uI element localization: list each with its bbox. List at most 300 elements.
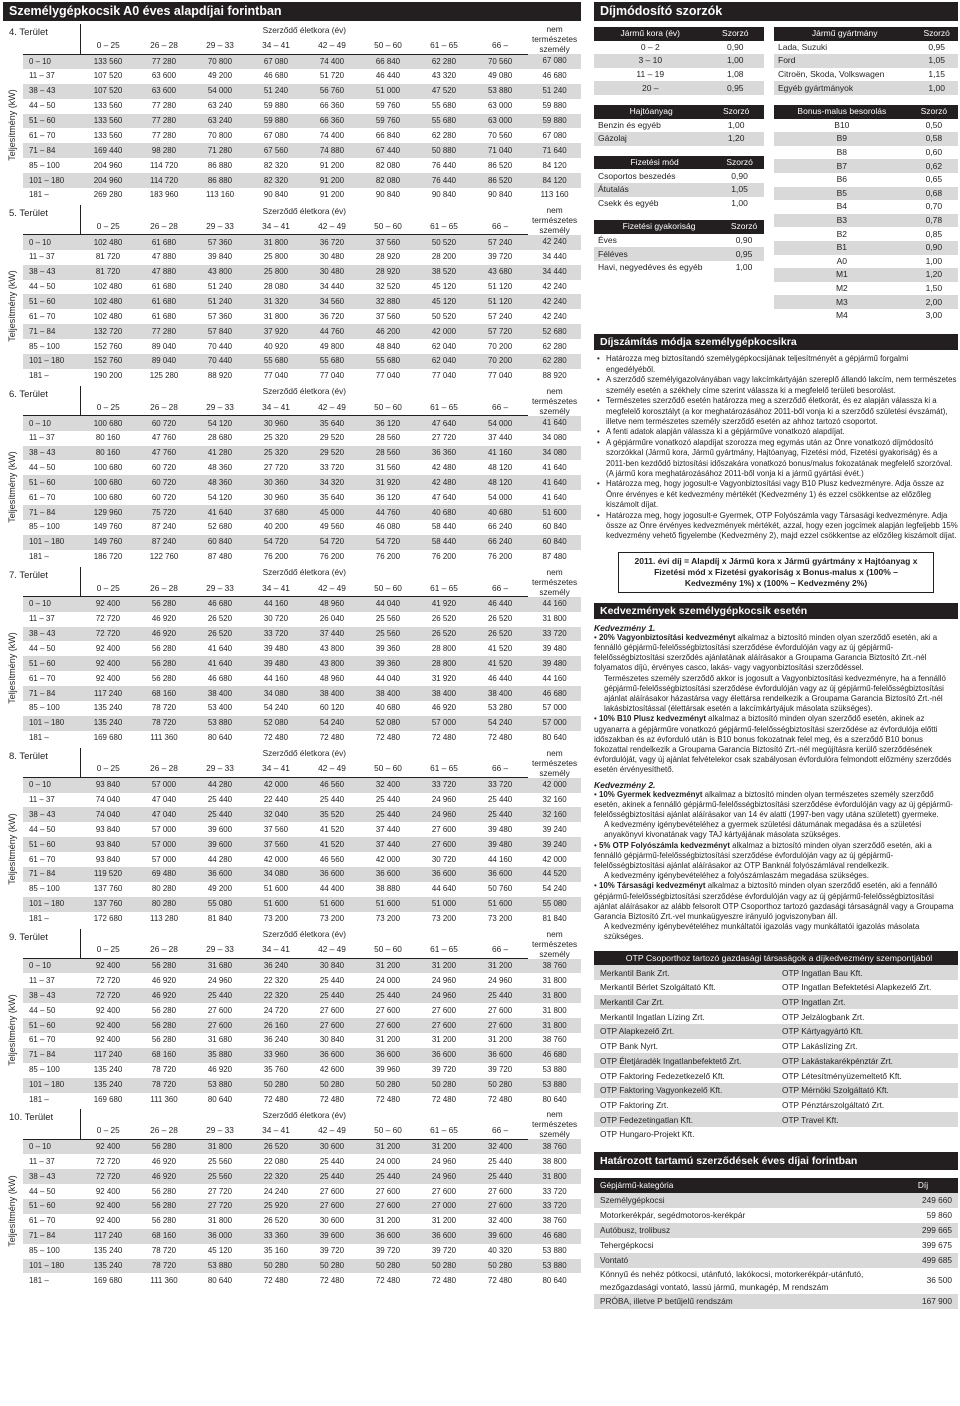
- table-row: [23, 369, 581, 384]
- fee-cell: 63 000: [472, 114, 528, 129]
- row-label: Ford: [774, 54, 915, 68]
- fee-cell: 28 920: [360, 265, 416, 280]
- table-row: [23, 84, 581, 99]
- fee-cell: 93 840: [80, 837, 136, 852]
- fee-cell: 78 720: [136, 1259, 192, 1274]
- nonperson-label-line: természetes: [532, 34, 578, 44]
- kw-range: 181 –: [23, 1273, 80, 1288]
- row-label: M1: [774, 268, 910, 282]
- fee-cell: 71 640: [528, 143, 581, 158]
- fee-cell: 31 800: [528, 1169, 581, 1184]
- table-row: [594, 1053, 958, 1068]
- fee-cell: 169 440: [80, 143, 136, 158]
- annual-fee: 249 660: [888, 1193, 958, 1208]
- fee-cell: 31 200: [472, 959, 528, 974]
- fee-cell: 51 600: [472, 897, 528, 912]
- fee-cell: 44 160: [528, 597, 581, 612]
- fee-cell: 63 240: [192, 99, 248, 114]
- vehicle-category: Vontató: [594, 1253, 888, 1268]
- fee-cell: 37 920: [248, 324, 304, 339]
- fee-cell: 39 720: [416, 1244, 472, 1259]
- fee-cell: 73 200: [248, 912, 304, 927]
- fee-cell: 92 400: [80, 1214, 136, 1229]
- age-band: 26 – 28: [136, 579, 192, 597]
- fee-cell: 46 680: [528, 686, 581, 701]
- fee-cell: 56 280: [136, 671, 192, 686]
- area-name: 10. Terület: [9, 1112, 54, 1124]
- fee-cell: 76 200: [416, 550, 472, 565]
- area-name: 4. Terület: [9, 27, 48, 38]
- table-row: [23, 731, 581, 746]
- fee-cell: 90 840: [416, 188, 472, 203]
- fee-cell: 52 680: [528, 324, 581, 339]
- multiplier-value: 0,95: [707, 81, 764, 95]
- fee-cell: 46 680: [192, 597, 248, 612]
- fee-cell: 72 720: [80, 973, 136, 988]
- multiplier-value: 1,20: [910, 268, 958, 282]
- fee-cell: 33 720: [248, 627, 304, 642]
- age-band: 61 – 65: [416, 217, 472, 235]
- fee-cell: 24 720: [248, 1003, 304, 1018]
- discount-b10-label: 10% B10 Plusz kedvezményt: [598, 714, 706, 724]
- fee-cell: 133 560: [80, 54, 136, 69]
- fee-cell: 27 600: [416, 837, 472, 852]
- fee-cell: 48 840: [360, 339, 416, 354]
- kw-range: 11 – 37: [23, 1154, 80, 1169]
- fee-cell: 70 560: [472, 128, 528, 143]
- fee-cell: 43 800: [304, 641, 360, 656]
- column-header: Szorzó: [708, 105, 764, 119]
- fee-cell: 56 280: [136, 656, 192, 671]
- fee-cell: 27 600: [304, 1018, 360, 1033]
- table-row: [23, 54, 581, 69]
- fee-cell: 32 400: [472, 1139, 528, 1154]
- row-label: Átutalás: [594, 183, 715, 197]
- fee-cell: 80 280: [136, 897, 192, 912]
- age-band: 42 – 49: [304, 579, 360, 597]
- fee-cell: 25 440: [304, 1154, 360, 1169]
- fee-cell: 59 880: [248, 99, 304, 114]
- row-label: B7: [774, 159, 910, 173]
- fee-cell: 28 080: [248, 280, 304, 295]
- fee-cell: 35 760: [248, 1063, 304, 1078]
- fee-cell: 57 720: [472, 324, 528, 339]
- fee-cell: 72 480: [304, 1273, 360, 1288]
- fee-cell: 45 120: [416, 294, 472, 309]
- age-band: 42 – 49: [304, 217, 360, 235]
- kw-axis-label: [3, 229, 21, 384]
- fee-cell: 36 600: [472, 1048, 528, 1063]
- table-row: [23, 1078, 581, 1093]
- fee-cell: 67 080: [248, 54, 304, 69]
- multiplier-col-left: [594, 27, 764, 322]
- fee-cell: 51 600: [304, 897, 360, 912]
- fee-cell: 71 280: [192, 143, 248, 158]
- fee-cell: 92 400: [80, 671, 136, 686]
- fee-cell: 39 600: [304, 1229, 360, 1244]
- fee-cell: 117 240: [80, 686, 136, 701]
- fee-cell: 87 240: [136, 520, 192, 535]
- fee-cell: 60 720: [136, 416, 192, 431]
- age-band: 29 – 33: [192, 1122, 248, 1140]
- fee-cell: 25 560: [360, 627, 416, 642]
- kw-range: 85 – 100: [23, 701, 80, 716]
- fee-cell: 31 560: [360, 460, 416, 475]
- fee-cell: 35 640: [304, 490, 360, 505]
- fee-cell: 53 880: [528, 1063, 581, 1078]
- fee-cell: 47 880: [136, 250, 192, 265]
- table-row: [23, 339, 581, 354]
- fee-cell: 93 840: [80, 852, 136, 867]
- vehicle-category: Autóbusz, trolibusz: [594, 1223, 888, 1238]
- otp-header: OTP Csoporthoz tartozó gazdasági társaságok a díjkedvezmény szempontjából: [594, 951, 958, 966]
- fee-cell: 92 400: [80, 1018, 136, 1033]
- fee-cell: 51 600: [528, 505, 581, 520]
- fee-cell: 57 240: [472, 235, 528, 250]
- fee-cell: 46 560: [304, 852, 360, 867]
- fee-cell: 61 680: [136, 280, 192, 295]
- kw-range: 61 – 70: [23, 128, 80, 143]
- fee-cell: 49 080: [472, 69, 528, 84]
- fee-cell: 88 920: [192, 369, 248, 384]
- fee-cell: 57 000: [136, 778, 192, 793]
- kw-range: 71 – 84: [23, 686, 80, 701]
- fee-cell: 92 400: [80, 641, 136, 656]
- fee-cell: 38 760: [528, 1214, 581, 1229]
- kw-range: 71 – 84: [23, 1229, 80, 1244]
- table-row: [23, 1199, 581, 1214]
- nonperson-label-line: természetes: [532, 1119, 578, 1130]
- age-band: 34 – 41: [248, 941, 304, 959]
- fee-cell: 53 880: [192, 716, 248, 731]
- calc-title: Díjszámítás módja személygépkocsikra: [594, 334, 958, 350]
- fee-cell: 48 960: [304, 671, 360, 686]
- table-row: [23, 294, 581, 309]
- fee-cell: 31 680: [192, 959, 248, 974]
- fee-cell: 39 480: [472, 837, 528, 852]
- table-row: [594, 1083, 958, 1098]
- fee-cell: 56 280: [136, 1214, 192, 1229]
- fee-cell: 66 240: [472, 535, 528, 550]
- row-label: M4: [774, 309, 910, 323]
- age-band: 66 –: [472, 579, 528, 597]
- multiplier-value: 1,08: [707, 68, 764, 82]
- table-row: [23, 324, 581, 339]
- fee-cell: 32 400: [472, 1214, 528, 1229]
- age-band: 34 – 41: [248, 760, 304, 778]
- fee-table: [23, 205, 581, 384]
- fee-cell: 47 040: [136, 793, 192, 808]
- table-row: [23, 490, 581, 505]
- fee-cell: 42 600: [304, 1063, 360, 1078]
- fee-cell: 41 640: [192, 505, 248, 520]
- fee-cell: 70 440: [192, 339, 248, 354]
- multiplier-value: 1,00: [708, 119, 764, 133]
- fee-cell: 125 280: [136, 369, 192, 384]
- fee-cell: 49 560: [304, 520, 360, 535]
- area-block: [3, 205, 581, 384]
- fee-cell: 27 720: [248, 460, 304, 475]
- fee-cell: 24 960: [472, 973, 528, 988]
- bonus-malus-table: [774, 105, 958, 323]
- fee-cell: 41 640: [528, 416, 581, 431]
- age-band: 42 – 49: [304, 1122, 360, 1140]
- fee-cell: 132 720: [80, 324, 136, 339]
- fee-cell: 27 600: [416, 1184, 472, 1199]
- nonperson-label-line: személy: [539, 1129, 570, 1140]
- table-row: [594, 197, 764, 211]
- kw-range: 0 – 10: [23, 235, 80, 250]
- table-row: [23, 1048, 581, 1063]
- table-row: [23, 1244, 581, 1259]
- discount-b10-text: alkalmaz a biztosító minden olyan szerződő esetén, akinek az ugyanarra a gépjárműre vonatkozó gépjármű-felelősségbiztosítási szerződése az évfordulója előtti időszakban és az évforduló után is B10 bonus fokozatnak felel meg, és a szerződő B10 bonus fokozattal rendelkezik a Groupama Garancia Biztosító Zrt.-nél megújításra kerülő szerződésének évfordulóját, vagy új ajánlat felvételekor csak szabályosan évfordulóra felmondott előzmény szerződés esetén érvényesíthető.: [594, 714, 952, 775]
- area-name: 7. Terület: [9, 569, 48, 581]
- discount-company-text: alkalmaz a biztosító minden olyan szerződő esetén, aki a fennálló gépjármű-felelősségbiztosítási szerződése évfordulóján vagy az új gépjármű-felelősségbiztosítási ajánlat aláírásakor az alább felsorolt OTP Csoporthoz tartozó gazdasági társaságnál vagy a Groupama Garancia Biztosító Zrt.-vel munkaügyeszre irányuló jogviszonyban áll.: [594, 881, 954, 922]
- table-row: [594, 261, 764, 275]
- kw-range: 71 – 84: [23, 505, 80, 520]
- fee-cell: 93 840: [80, 822, 136, 837]
- fee-cell: 62 040: [416, 339, 472, 354]
- table-row: [23, 1154, 581, 1169]
- fee-cell: 41 640: [528, 490, 581, 505]
- fee-cell: 31 800: [528, 612, 581, 627]
- fee-cell: 39 360: [360, 656, 416, 671]
- fee-cell: 111 360: [136, 1093, 192, 1108]
- fee-cell: 32 520: [360, 280, 416, 295]
- fee-cell: 36 120: [360, 490, 416, 505]
- fee-cell: 73 200: [472, 912, 528, 927]
- fee-cell: 55 680: [416, 114, 472, 129]
- fee-cell: 38 400: [416, 686, 472, 701]
- fee-cell: 37 440: [472, 431, 528, 446]
- age-band: 50 – 60: [360, 217, 416, 235]
- fee-cell: 38 760: [528, 1033, 581, 1048]
- fee-cell: 87 240: [136, 535, 192, 550]
- nonperson-label-line: nem: [546, 385, 563, 396]
- age-band: 34 – 41: [248, 398, 304, 416]
- fee-cell: 31 200: [360, 1139, 416, 1154]
- fee-cell: 133 560: [80, 114, 136, 129]
- fee-cell: 72 720: [80, 1154, 136, 1169]
- vehicle-category: Motorkerékpár, segédmotoros-kerékpár: [594, 1208, 888, 1223]
- fee-cell: 46 920: [136, 612, 192, 627]
- kw-range: 181 –: [23, 912, 80, 927]
- nonperson-label-line: nem: [546, 928, 563, 939]
- kw-axis-label: [3, 410, 21, 565]
- multiplier-value: 1,05: [915, 54, 958, 68]
- multiplier-value: 0,50: [910, 119, 958, 133]
- fee-cell: 42 240: [528, 309, 581, 324]
- fee-cell: 24 960: [416, 973, 472, 988]
- fee-cell: 60 840: [528, 535, 581, 550]
- fee-cell: 86 520: [472, 173, 528, 188]
- fee-cell: 57 000: [136, 852, 192, 867]
- company-name: Merkantil Bérlet Szolgáltató Kft.: [594, 980, 776, 995]
- table-row: [23, 701, 581, 716]
- fee-cell: 29 520: [304, 446, 360, 461]
- kw-axis-label: [3, 1133, 21, 1288]
- table-row: [23, 188, 581, 203]
- fee-cell: 27 600: [360, 1018, 416, 1033]
- fee-cell: 30 840: [304, 1033, 360, 1048]
- multiplier-value: 0,68: [910, 187, 958, 201]
- table-row: [23, 114, 581, 129]
- fee-cell: 81 720: [80, 265, 136, 280]
- fee-cell: 39 600: [192, 822, 248, 837]
- fee-cell: 26 520: [416, 627, 472, 642]
- calc-step: • Határozza meg, hogy jogosult-e Vagyonbiztosítási vagy B10 Plusz kedvezményre. Adja össze az Önre érvényes e két kedvezmény mértékét (Kedvezmény 1) és ezzel csökkentse az előzőleg kiszámolt díjat.: [596, 479, 958, 510]
- fixed-term-title: Határozott tartamú szerződések éves díjai forintban: [594, 1152, 958, 1170]
- nonperson-header: [528, 929, 581, 959]
- fee-cell: 57 000: [416, 716, 472, 731]
- fee-cell: 46 920: [136, 627, 192, 642]
- column-header: Szorzó: [707, 27, 764, 41]
- age-band: 61 – 65: [416, 36, 472, 54]
- discount-title: Kedvezmények személygépkocsik esetén: [594, 603, 958, 619]
- fee-cell: 26 040: [304, 612, 360, 627]
- table-row: [23, 641, 581, 656]
- fee-cell: 47 520: [416, 84, 472, 99]
- fee-cell: 51 000: [360, 84, 416, 99]
- fee-cell: 39 960: [360, 1063, 416, 1078]
- multiplier-value: 0,90: [910, 241, 958, 255]
- table-row: [23, 354, 581, 369]
- fee-cell: 44 040: [360, 597, 416, 612]
- fee-cell: 25 440: [360, 807, 416, 822]
- company-name: Merkantil Bank Zrt.: [594, 965, 776, 980]
- row-label: Benzin és egyéb: [594, 119, 708, 133]
- fee-cell: 54 120: [192, 416, 248, 431]
- fee-cell: 62 040: [416, 354, 472, 369]
- fee-cell: 37 560: [360, 309, 416, 324]
- table-row: [23, 597, 581, 612]
- vehicle-category: PRÓBA, illetve P betűjelű rendszám: [594, 1294, 888, 1309]
- kw-axis-text: Teljesítmény (kW): [7, 813, 18, 885]
- nonperson-header: [528, 567, 581, 597]
- multiplier-value: 1,00: [724, 261, 764, 275]
- fee-cell: 76 440: [416, 158, 472, 173]
- fee-cell: 91 200: [304, 158, 360, 173]
- fee-cell: 53 880: [192, 1078, 248, 1093]
- nonperson-header: [528, 386, 581, 416]
- fee-cell: 42 000: [528, 778, 581, 793]
- nonperson-label-line: természetes: [532, 214, 578, 225]
- discount-property-label: 20% Vagyonbiztosítási kedvezményt: [598, 632, 736, 642]
- fee-cell: 37 440: [360, 822, 416, 837]
- fee-cell: 24 960: [192, 973, 248, 988]
- fee-cell: 114 720: [136, 173, 192, 188]
- discount-child-note: A kedvezmény igénybevételéhez a gyermek születési dátumának megadása és a születési anyakönyvi kivonatának vagy TAJ kártyájának másolata szükséges.: [604, 820, 922, 840]
- right-column: [594, 2, 958, 1309]
- table-row: [23, 897, 581, 912]
- fee-cell: 84 120: [528, 158, 581, 173]
- fee-cell: 40 920: [248, 339, 304, 354]
- fee-cell: 80 640: [192, 1093, 248, 1108]
- area-name: 6. Terület: [9, 388, 48, 400]
- fee-cell: 60 840: [528, 520, 581, 535]
- calc-step: • Határozza meg, hogy jogosult-e Gyermek, OTP Folyószámla vagy Társasági kedvezményre. Adja össze az Önre érvényes kedvezmények mértékét, azzal, hogy ezen jogcímek alapján legfeljebb 15% kedvezmény vehető figyelembe (Kedvezmény 2), majd ezzel csökkentse az előzőleg kiszámolt díjat.: [596, 511, 958, 542]
- fee-table: [23, 567, 581, 746]
- age-header: Szerződő életkora (év): [80, 929, 528, 941]
- fee-cell: 113 160: [528, 188, 581, 203]
- fee-cell: 57 000: [528, 701, 581, 716]
- fee-cell: 32 040: [248, 807, 304, 822]
- annual-fee: 59 860: [888, 1208, 958, 1223]
- table-row: [594, 68, 764, 82]
- fee-cell: 72 720: [80, 627, 136, 642]
- row-label: Gázolaj: [594, 132, 708, 146]
- fee-cell: 56 280: [136, 1184, 192, 1199]
- fee-cell: 27 720: [416, 431, 472, 446]
- table-row: [23, 431, 581, 446]
- fee-cell: 24 000: [360, 973, 416, 988]
- fee-cell: 80 640: [192, 1273, 248, 1288]
- calc-step: • A fenti adatok alapján válassza ki a gépjárműve vonatkozó alapdíjat.: [596, 427, 958, 437]
- fee-cell: 57 000: [528, 716, 581, 731]
- age-band: 50 – 60: [360, 941, 416, 959]
- fee-cell: 38 760: [528, 1139, 581, 1154]
- table-row: [23, 520, 581, 535]
- calc-step: • Határozza meg biztosítandó személygépkocsijának teljesítményét a gépjármű forgalmi engedélyéből.: [596, 354, 958, 375]
- fee-cell: 269 280: [80, 188, 136, 203]
- nonperson-label-line: természetes: [532, 757, 578, 768]
- fee-cell: 74 040: [80, 807, 136, 822]
- fee-cell: 22 320: [248, 988, 304, 1003]
- row-label: Lada, Suzuki: [774, 41, 915, 55]
- fee-cell: 31 800: [248, 235, 304, 250]
- fee-cell: 57 840: [192, 324, 248, 339]
- fee-cell: 27 600: [416, 1003, 472, 1018]
- table-row: [594, 1009, 958, 1024]
- nonperson-label-line: személy: [539, 948, 570, 959]
- fee-table: [23, 386, 581, 565]
- company-name: Merkantil Ingatlan Lízing Zrt.: [594, 1009, 776, 1024]
- fee-cell: 135 240: [80, 716, 136, 731]
- fee-cell: 30 960: [248, 416, 304, 431]
- age-band: 61 – 65: [416, 760, 472, 778]
- age-band: 42 – 49: [304, 398, 360, 416]
- area-block: [3, 24, 581, 203]
- fee-cell: 73 200: [360, 912, 416, 927]
- multiplier-value: 0,95: [915, 41, 958, 55]
- fee-cell: 31 800: [192, 1214, 248, 1229]
- nonperson-label-line: személy: [539, 767, 570, 778]
- fee-cell: 22 320: [248, 1169, 304, 1184]
- fee-cell: 24 960: [416, 807, 472, 822]
- fee-cell: 54 240: [528, 882, 581, 897]
- fee-cell: 68 160: [136, 1048, 192, 1063]
- fee-cell: 46 920: [416, 701, 472, 716]
- age-band: 26 – 28: [136, 398, 192, 416]
- discount-2-heading: Kedvezmény 2.: [594, 779, 656, 790]
- fee-cell: 72 480: [248, 731, 304, 746]
- multiplier-value: 1,20: [708, 132, 764, 146]
- column-header: Bonus-malus besorolás: [774, 105, 910, 119]
- multiplier-value: 0,60: [910, 146, 958, 160]
- table-row: [23, 280, 581, 295]
- kw-range: 11 – 37: [23, 69, 80, 84]
- column-header: Szorzó: [910, 105, 958, 119]
- fee-cell: 149 760: [80, 535, 136, 550]
- fee-cell: 183 960: [136, 188, 192, 203]
- table-row: [594, 1253, 958, 1268]
- fee-cell: 50 280: [472, 1078, 528, 1093]
- fee-cell: 39 480: [528, 641, 581, 656]
- fee-cell: 27 600: [472, 1018, 528, 1033]
- fee-cell: 46 680: [528, 1048, 581, 1063]
- fee-cell: 41 640: [528, 475, 581, 490]
- table-row: [594, 1208, 958, 1223]
